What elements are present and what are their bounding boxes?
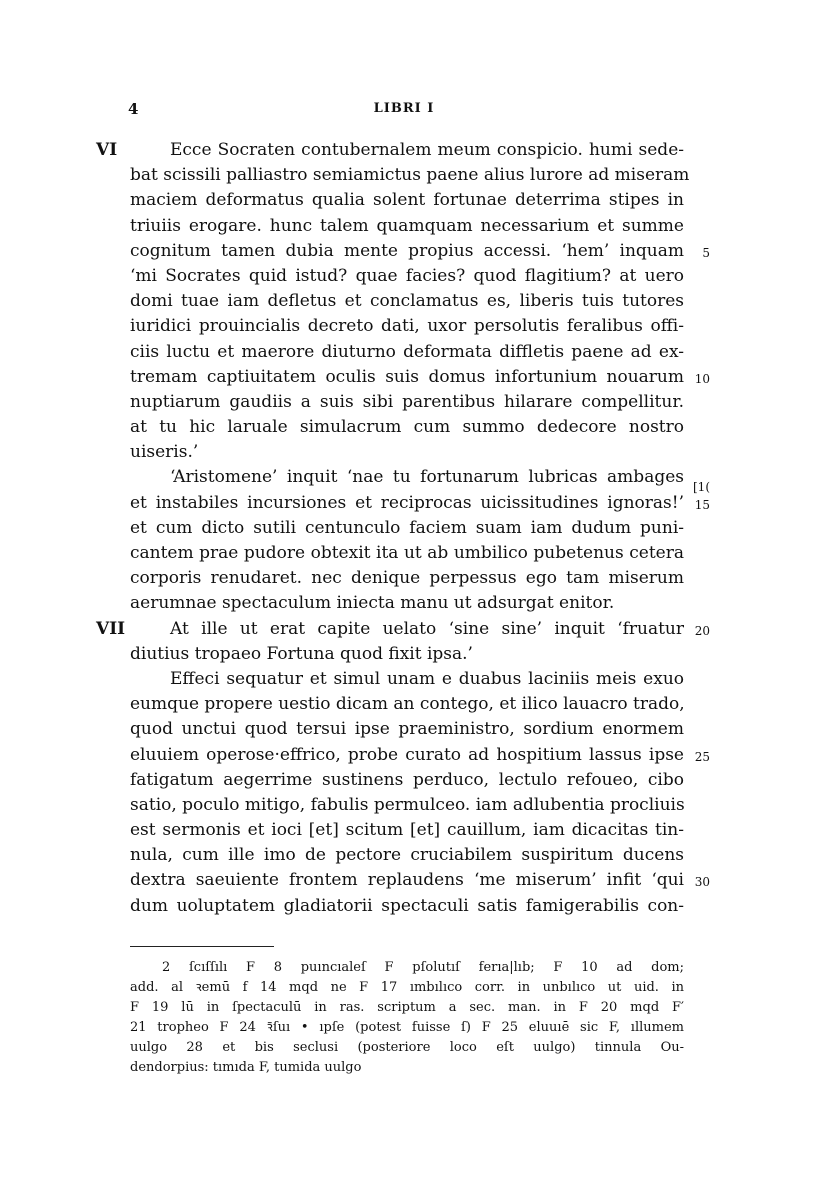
line-number: 5 [702, 245, 710, 260]
text-line: est sermonis et ioci [et] scitum [et] cauillum, iam dicacitas tin- [130, 820, 684, 841]
text-line: quod unctui quod tersui ipse praeministro, sordium enormem [130, 719, 684, 740]
text-line: ‘mi Socrates quid istud? quae facies? quod flagitium? at uero [130, 265, 684, 286]
text-line: dum uoluptatem gladiatorii spectaculi satis famigerabilis con- [130, 895, 684, 916]
chapter-marker-vi: VI [96, 140, 118, 160]
running-title: LIBRI I [373, 101, 435, 116]
chapter-marker-vii: VII [96, 618, 126, 639]
text-line: nuptiarum gaudiis a suis sibi parentibus hilarare compellitur. [130, 391, 684, 412]
text-line: diutius tropaeo Fortuna quod fixit ipsa.’ [130, 643, 473, 664]
text-line: eumque propere uestio dicam an contego, et ilico lauacro trado, [130, 694, 685, 715]
text-line: maciem deformatus qualia solent fortunae deterrima stipes in [130, 190, 684, 211]
text-line: dextra saeuiente frontem replaudens ‘me miserum’ infit ‘qui 30 [130, 868, 684, 893]
text-line: satio, poculo mitigo, fabulis permulceo. iam adlubentia procliuis [130, 794, 685, 815]
page-header [128, 100, 680, 124]
main-text [96, 138, 710, 919]
text-line: at tu hic laruale simulacrum cum summo dedecore nostro [130, 417, 684, 438]
line-number: 20 [694, 623, 710, 638]
text-line: et cum dicto sutili centunculo faciem suam iam dudum puni- [130, 517, 684, 538]
text-line: cantem prae pudore obtexit ita ut ab umbilico pubetenus cetera [130, 543, 684, 563]
line-number: 10 [694, 371, 710, 386]
text-line: triuiis erogare. hunc talem quamquam necessarium et summe [130, 215, 684, 236]
line-number: 15 [694, 497, 710, 512]
text-line: fatigatum aegerrime sustinens perduco, lectulo refoueo, cibo [130, 769, 684, 790]
text-line: et instabiles incursiones et reciprocas uicissitudines ignoras!’ 15 [130, 491, 684, 516]
text-line: VII At ille ut erat capite uelato ‘sine sine’ inquit ‘fruatur 20 [130, 617, 684, 642]
text-line: bat scissili palliastro semiamictus paene alius lurore ad miseram [130, 165, 690, 186]
page-number: 4 [128, 100, 139, 118]
line-number: 25 [694, 749, 710, 764]
text-line: cognitum tamen dubia mente propius accessi. ‘hem’ inquam 5 [130, 239, 684, 264]
text-line: nula, cum ille imo de pectore cruciabilem suspiritum ducens [130, 845, 684, 866]
footnote-line: F 19 lū in ſpectaculū in ras. scriptum a sec. man. in F 20 mqd F′ [130, 1000, 684, 1015]
text-line: tremam captiuitatem oculis suis domus infortunium nouarum 10 [130, 365, 684, 390]
text-line: uiseris.’ [130, 442, 199, 463]
footnote-divider [130, 946, 274, 947]
line-number: 30 [694, 875, 710, 890]
text-line: VI Ecce Socraten contubernalem meum conspicio. humi sede- [130, 138, 684, 163]
text-line: ciis luctu et maerore diuturno deformata diffletis paene ad ex- [130, 341, 684, 362]
apparatus-criticus [130, 958, 684, 1078]
footnote-line: add. al ꝛemū f 14 mqd ne F 17 ımbılıco corr. in unbılıco ut uid. in [130, 980, 684, 995]
text-line: Effeci sequatur et simul unam e duabus laciniis meis exuo [170, 668, 684, 689]
text-line: corporis renudaret. nec denique perpessus ego tam miserum [130, 568, 684, 589]
text-line: ‘Aristomene’ inquit ‘nae tu fortunarum lubricas ambages [1( [130, 465, 684, 490]
footnote-line: 2 ſcıſſılı F 8 puıncıaleſ F pſolutıſ ferıa|lıb; F 10 ad dom; [162, 960, 684, 975]
footnote-line: 21 tropheo F 24 ꝛ̄ſuı • ıpſe (potest fuisse ſ) F 25 eluuıē sic F, ıllumem [130, 1020, 684, 1035]
text-line: aerumnae spectaculum iniecta manu ut adsurgat enitor. [130, 593, 615, 614]
text-line: eluuiem operose·effrico, probe curato ad hospitium lassus ipse 25 [130, 743, 684, 768]
footnote-line: dendorpius: tımıda F, tumida uulgo [130, 1060, 362, 1075]
footnote-line: uulgo 28 et bis seclusi (posteriore loco eſt uulgo) tinnula Ou- [130, 1040, 684, 1055]
text-line: domi tuae iam defletus et conclamatus es, liberis tuis tutores [130, 291, 684, 312]
page-reference: [1( [693, 480, 710, 495]
text-line: iuridici prouincialis decreto dati, uxor persolutis feralibus offi- [130, 316, 684, 337]
